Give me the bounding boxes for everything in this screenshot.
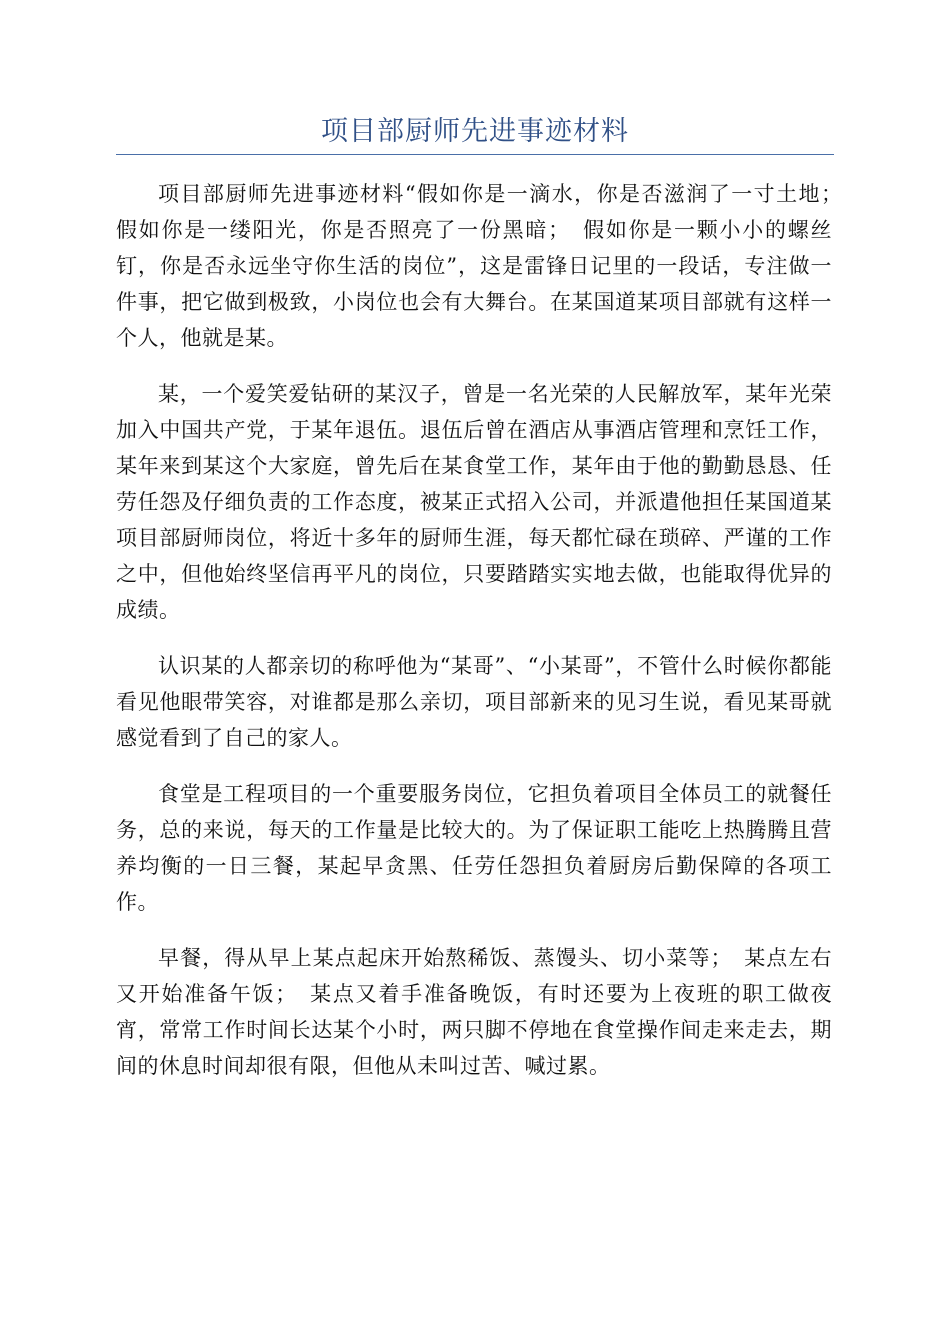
paragraph-5: 早餐，得从早上某点起床开始熬稀饭、蒸馒头、切小菜等； 某点左右又开始准备午饭； 某点又着手准备晚饭，有时还要为上夜班的职工做夜宵，常常工作时间长达某个小时，两只脚不停地在食堂操作间走来走去，期间的休息时间却很有限，但他从未叫过苦、喊过累。 xyxy=(116,946,832,1078)
paragraph-3: 认识某的人都亲切的称呼他为“某哥”、“小某哥”，不管什么时候你都能看见他眼带笑容，对谁都是那么亲切，项目部新来的见习生说，看见某哥就感觉看到了自己的家人。 xyxy=(116,654,832,750)
paragraph-2: 某，一个爱笑爱钻研的某汉子，曾是一名光荣的人民解放军，某年光荣加入中国共产党，于某年退伍。退伍后曾在酒店从事酒店管理和烹饪工作，某年来到某这个大家庭，曾先后在某食堂工作，某年由于他的勤勤恳恳、任劳任怨及仔细负责的工作态度，被某正式招入公司，并派遣他担任某国道某项目部厨师岗位，将近十多年的厨师生涯，每天都忙碌在琐碎、严谨的工作之中，但他始终坚信再平凡的岗位，只要踏踏实实地去做，也能取得优异的成绩。 xyxy=(116,382,832,622)
document-body xyxy=(116,176,854,1104)
title-underline xyxy=(116,154,834,155)
paragraph-1: 项目部厨师先进事迹材料“假如你是一滴水，你是否滋润了一寸土地； 假如你是一缕阳光，你是否照亮了一份黑暗； 假如你是一颗小小的螺丝钉，你是否永远坐守你生活的岗位”，这是雷锋日记里的一段话，专注做一件事，把它做到极致，小岗位也会有大舞台。在某国道某项目部就有这样一个人，他就是某。 xyxy=(116,182,854,350)
document-title: 项目部厨师先进事迹材料 xyxy=(321,116,629,147)
paragraph-4: 食堂是工程项目的一个重要服务岗位，它担负着项目全体员工的就餐任务，总的来说，每天的工作量是比较大的。为了保证职工能吃上热腾腾且营养均衡的一日三餐，某起早贪黑、任劳任怨担负着厨房后勤保障的各项工作。 xyxy=(116,782,832,914)
